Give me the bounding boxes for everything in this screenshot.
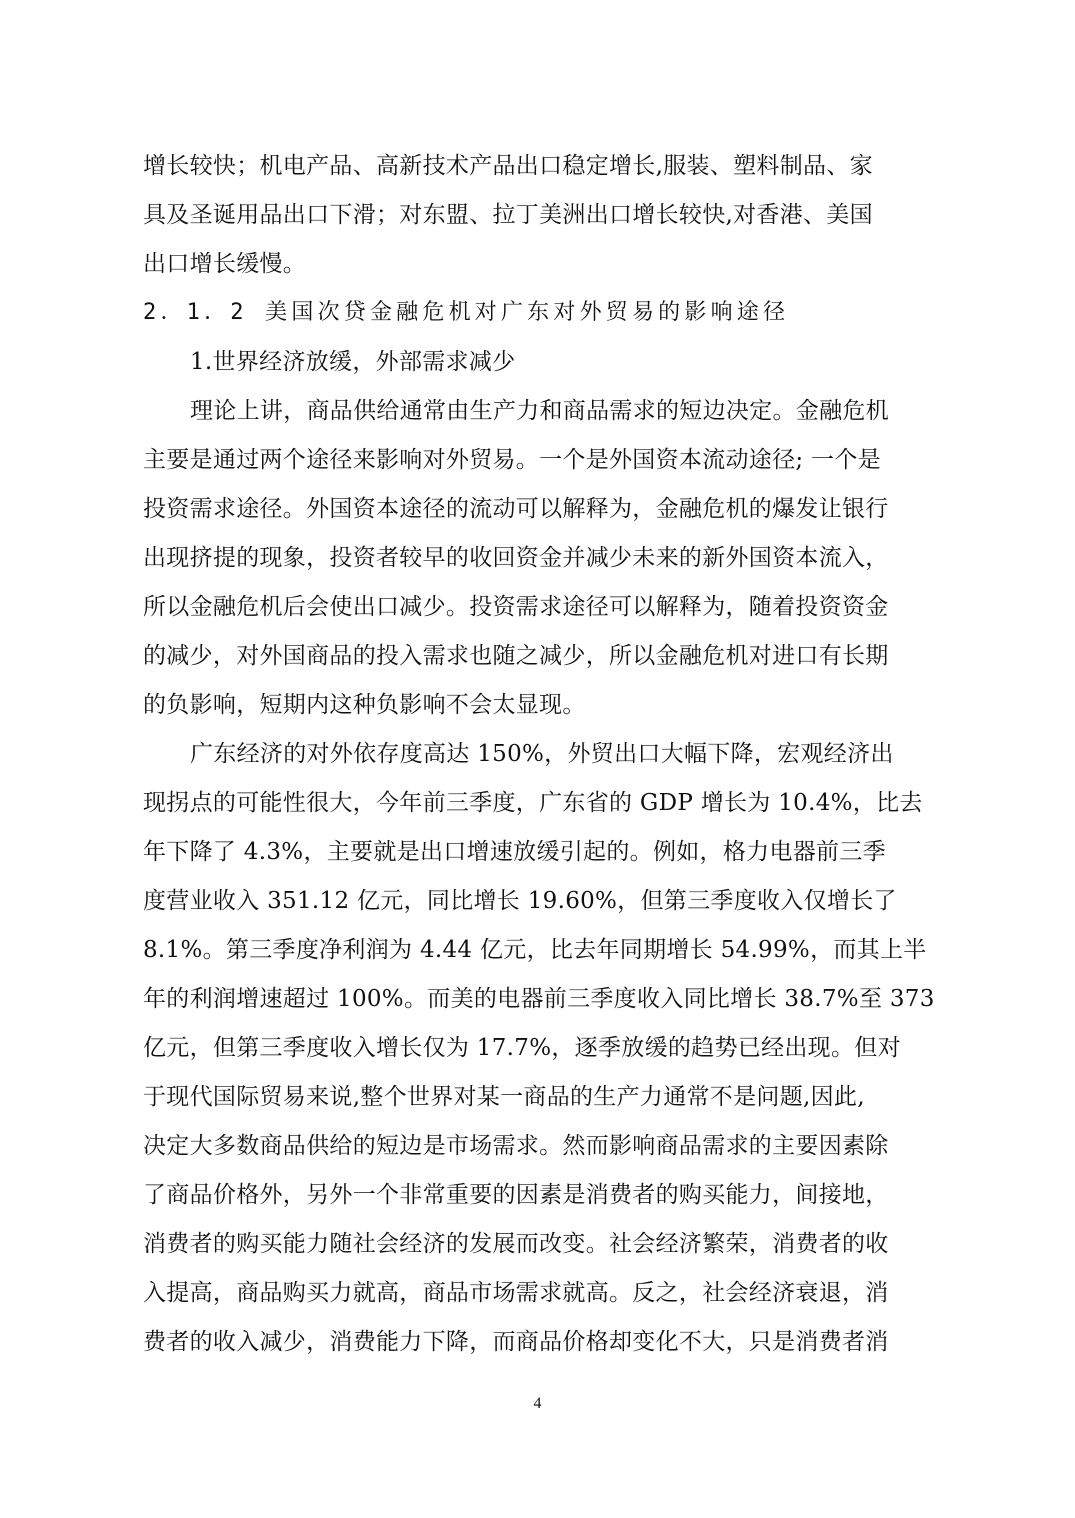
- text-line: 决定大多数商品供给的短边是市场需求。然而影响商品需求的主要因素除: [143, 1133, 889, 1159]
- paragraph-first-line: 广东经济的对外依存度高达 150%，外贸出口大幅下降，宏观经济出: [190, 741, 894, 767]
- text-line: 费者的收入减少，消费能力下降，而商品价格却变化不大，只是消费者消: [143, 1329, 889, 1355]
- text-line: 现拐点的可能性很大，今年前三季度，广东省的 GDP 增长为 10.4%，比去: [143, 790, 923, 816]
- text-line: 出现挤提的现象，投资者较早的收回资金并减少未来的新外国资本流入，: [143, 545, 889, 571]
- text-line: 年的利润增速超过 100%。而美的电器前三季度收入同比增长 38.7%至 373: [143, 986, 935, 1012]
- text-line: 所以金融危机后会使出口减少。投资需求途径可以解释为，随着投资资金: [143, 594, 889, 620]
- text-line: 的负影响，短期内这种负影响不会太显现。: [143, 692, 586, 718]
- text-line: 8.1%。第三季度净利润为 4.44 亿元，比去年同期增长 54.99%，而其上半: [143, 937, 927, 963]
- subsection-heading: 1.世界经济放缓，外部需求减少: [190, 349, 516, 375]
- text-line: 的减少，对外国商品的投入需求也随之减少，所以金融危机对进口有长期: [143, 643, 889, 669]
- text-line: 入提高，商品购买力就高，商品市场需求就高。反之，社会经济衰退，消: [143, 1280, 889, 1306]
- text-line: 消费者的购买能力随社会经济的发展而改变。社会经济繁荣，消费者的收: [143, 1231, 889, 1257]
- text-line: 度营业收入 351.12 亿元，同比增长 19.60%，但第三季度收入仅增长了: [143, 888, 897, 914]
- text-line: 年下降了 4.3%，主要就是出口增速放缓引起的。例如，格力电器前三季: [143, 839, 886, 865]
- page-number: 4: [533, 1395, 542, 1412]
- section-heading: 2．1．2 美国次贷金融危机对广东对外贸易的影响途径: [143, 300, 790, 325]
- text-line: 增长较快；机电产品、高新技术产品出口稳定增长,服装、塑料制品、家: [143, 153, 873, 179]
- text-line: 于现代国际贸易来说,整个世界对某一商品的生产力通常不是问题,因此,: [143, 1084, 865, 1110]
- text-line: 具及圣诞用品出口下滑；对东盟、拉丁美洲出口增长较快,对香港、美国: [143, 202, 873, 228]
- text-line: 出口增长缓慢。: [143, 251, 307, 277]
- text-line: 亿元，但第三季度收入增长仅为 17.7%，逐季放缓的趋势已经出现。但对: [143, 1035, 901, 1061]
- text-line: 主要是通过两个途径来影响对外贸易。一个是外国资本流动途径; 一个是: [143, 447, 881, 473]
- text-line: 投资需求途径。外国资本途径的流动可以解释为，金融危机的爆发让银行: [143, 496, 889, 522]
- text-line: 了商品价格外，另外一个非常重要的因素是消费者的购买能力，间接地，: [143, 1182, 889, 1208]
- paragraph-first-line: 理论上讲，商品供给通常由生产力和商品需求的短边决定。金融危机: [190, 398, 889, 424]
